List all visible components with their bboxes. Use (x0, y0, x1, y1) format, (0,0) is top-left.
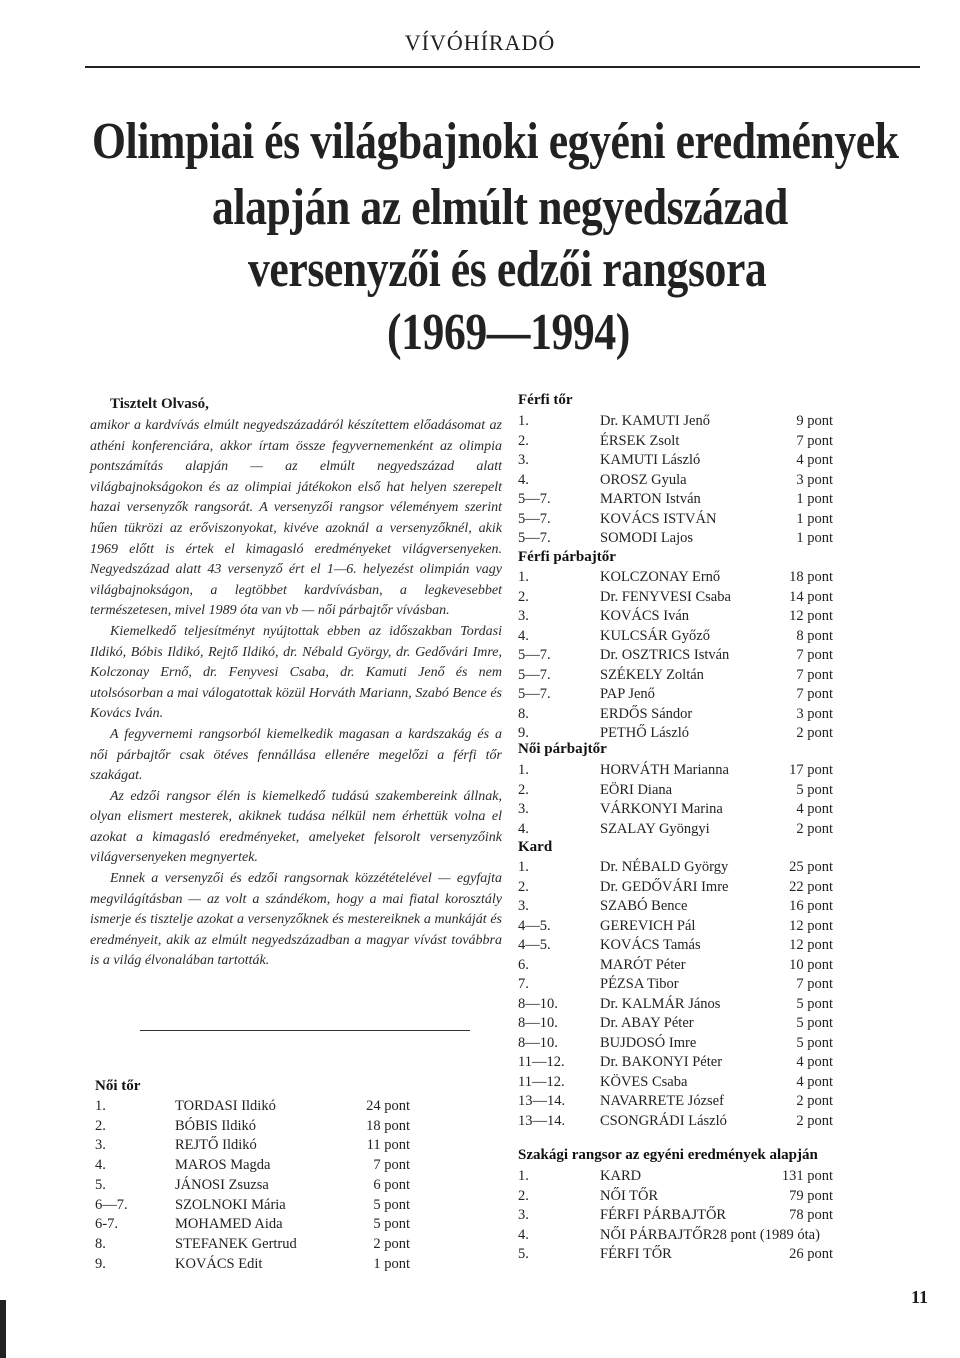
ranking-row (518, 762, 833, 782)
ranking-row (518, 1074, 833, 1094)
ranking-row (518, 1015, 833, 1035)
title-line-4: (1969—1994) (387, 304, 630, 361)
ranking-position: 4. (518, 1226, 529, 1243)
ranking-points: 7 pont (796, 647, 833, 663)
ranking-position: 4—5. (518, 937, 551, 953)
ranking-name: PAP Jenő (600, 686, 655, 702)
ranking-position: 4. (518, 820, 529, 837)
paragraph: Kiemelkedő teljesítményt nyújtottak ebben az időszakban Tordasi Ildikó, Bóbis Ildikó, Rejtő Ildikó, dr. Nébald György, dr. Gedővári Imre, Kolczonay Ernő, dr. Fenyvesi Csaba, dr. Kamuti Jenő és nem utolsósorban a mai válogatottak közül Horváth Mariann, Szabó Bence és Kovács Iván. (90, 623, 502, 722)
ranking-name: KOVÁCS ISTVÁN (600, 510, 717, 527)
ranking-points: 2 pont (796, 725, 833, 741)
ranking-position: 5—7. (518, 491, 551, 507)
intro-heading: Tisztelt Olvasó, (110, 396, 209, 412)
ranking-points: 24 pont (366, 1098, 410, 1114)
ranking-name: MAROS Magda (175, 1157, 271, 1174)
ranking-points: 8 pont (796, 627, 833, 644)
ranking-name: KOLCZONAY Ernő (600, 569, 721, 585)
ranking-position: 8—10. (518, 1015, 558, 1031)
ranking-position: 6—7. (95, 1196, 128, 1213)
ranking-points: 5 pont (796, 1034, 833, 1051)
ranking-section-title: Női tőr (95, 1078, 141, 1094)
ranking-name: TORDASI Ildikó (175, 1098, 276, 1114)
ranking-points: 2 pont (796, 820, 833, 837)
ranking-position: 3. (518, 1207, 529, 1223)
ranking-row (95, 1157, 410, 1177)
ranking-name: SZÉKELY Zoltán (600, 666, 704, 683)
separator-rule (140, 1030, 470, 1031)
ranking-row (518, 511, 833, 531)
ranking-name: NŐI PÁRBAJTŐR28 pont (1989 óta) (600, 1226, 820, 1243)
ranking-points: 22 pont (789, 878, 833, 895)
ranking-position: 2. (518, 1187, 529, 1204)
ranking-name: MOHAMED Aida (175, 1216, 283, 1233)
ranking-name: ÉRSEK Zsolt (600, 432, 680, 449)
ranking-points: 3 pont (796, 705, 833, 722)
ranking-points: 1 pont (796, 530, 833, 546)
ranking-points: 7 pont (796, 976, 833, 992)
ranking-row (518, 821, 833, 841)
ranking-row (518, 1207, 833, 1227)
ranking-position: 2. (518, 588, 529, 605)
ranking-position: 5—7. (518, 530, 551, 546)
paragraph: A fegyvernemi rangsorból kiemelkedik magasan a kardszakág és a női párbajtőr csak ötéves fennállása ellenére megelőzi a férfi tőr szakágat. (90, 726, 502, 784)
ranking-row (518, 569, 833, 589)
ranking-name: JÁNOSI Zsuzsa (175, 1176, 269, 1193)
ranking-position: 2. (95, 1117, 106, 1134)
ranking-position: 13—14. (518, 1112, 566, 1129)
ranking-section-title: Kard (518, 839, 553, 855)
page-number: 11 (910, 1287, 928, 1307)
title-line-3: versenyzői és edzői rangsora (248, 241, 767, 298)
ranking-points: 26 pont (789, 1246, 833, 1262)
ranking-position: 5—7. (518, 510, 551, 527)
ranking-points: 2 pont (373, 1235, 410, 1252)
ranking-name: BUJDOSÓ Imre (600, 1034, 697, 1051)
ranking-position: 5—7. (518, 686, 551, 702)
ranking-name: Dr. OSZTRICS István (600, 647, 730, 663)
ranking-row (518, 452, 833, 472)
ranking-name: MARTON István (600, 491, 701, 507)
ranking-points: 12 pont (789, 608, 833, 624)
ranking-points: 5 pont (373, 1216, 410, 1233)
ranking-name: SZOLNOKI Mária (175, 1196, 286, 1213)
ranking-points: 5 pont (796, 1015, 833, 1031)
ranking-row (518, 628, 833, 648)
ranking-position: 5. (95, 1176, 106, 1193)
ranking-name: KULCSÁR Győző (600, 627, 710, 644)
ranking-position: 7. (518, 976, 529, 992)
ranking-name: VÁRKONYI Marina (600, 801, 723, 817)
intro-text (90, 396, 502, 972)
ranking-points: 7 pont (796, 432, 833, 449)
ranking-points: 4 pont (796, 801, 833, 817)
ranking-position: 2. (518, 878, 529, 895)
ranking-row (518, 879, 833, 899)
ranking-row (518, 647, 833, 667)
ranking-name: BÓBIS Ildikó (175, 1117, 256, 1134)
ranking-row (95, 1236, 410, 1256)
ranking-row (95, 1256, 410, 1276)
ranking-position: 1. (518, 569, 529, 585)
ranking-points: 7 pont (796, 666, 833, 683)
ranking-position: 1. (518, 1168, 529, 1184)
ranking-row (518, 413, 833, 433)
ranking-name: Dr. KAMUTI Jenő (600, 413, 710, 429)
paragraph: Ennek a versenyzői és edzői rangsornak közzétételével — egyfajta megvilágításban — az volt a szándékom, hogy a mai fiatal korosztály ismerje és tisztelje azokat a versenyzőknek és mestereiknek a munkáját és eredményeit, akik az elmúlt negyedszázadban a magyar vívást továbbra is a világ élvonalában tartották. (90, 871, 502, 969)
ranking-row (518, 706, 833, 726)
ranking-row (95, 1137, 410, 1157)
ranking-section-title: Szakági rangsor az egyéni eredmények alapján (518, 1147, 818, 1163)
ranking-row (518, 589, 833, 609)
ranking-name: GEREVICH Pál (600, 917, 696, 934)
ranking-points: 10 pont (789, 956, 833, 973)
ranking-row (518, 957, 833, 977)
ranking-position: 11—12. (518, 1054, 565, 1070)
ranking-position: 1. (518, 859, 529, 875)
ranking-row (518, 1113, 833, 1133)
ranking-position: 5—7. (518, 666, 551, 683)
ranking-name: REJTŐ Ildikó (175, 1137, 257, 1154)
ranking-row (518, 667, 833, 687)
ranking-name: NAVARRETE József (600, 1093, 724, 1109)
ranking-name: KÖVES Csaba (600, 1073, 688, 1090)
ranking-name: HORVÁTH Marianna (600, 762, 729, 778)
ranking-points: 1 pont (796, 491, 833, 507)
ranking-points: 14 pont (789, 588, 833, 605)
ranking-position: 3. (95, 1137, 106, 1154)
ranking-position: 8—10. (518, 995, 558, 1012)
ranking-points: 78 pont (789, 1207, 833, 1223)
ranking-name: Dr. ABAY Péter (600, 1015, 694, 1031)
ranking-points: 4 pont (796, 1054, 833, 1070)
ranking-name: SZABÓ Bence (600, 898, 688, 914)
ranking-name: KOVÁCS Tamás (600, 937, 701, 953)
ranking-name: Dr. GEDŐVÁRI Imre (600, 878, 729, 895)
ranking-row (518, 686, 833, 706)
ranking-position: 8—10. (518, 1034, 558, 1051)
ranking-name: NŐI TŐR (600, 1187, 659, 1204)
ranking-name: STEFANEK Gertrud (175, 1235, 297, 1252)
ranking-position: 2. (518, 432, 529, 449)
ranking-points: 18 pont (366, 1117, 410, 1134)
ranking-section-title: Férfi párbajtőr (518, 549, 616, 565)
magazine-title: VÍVÓHÍRADÓ (404, 30, 556, 55)
ranking-row (518, 1188, 833, 1208)
ranking-row (95, 1118, 410, 1138)
ranking-row (518, 937, 833, 957)
ranking-points: 11 pont (366, 1137, 410, 1154)
ranking-points: 131 pont (781, 1168, 833, 1184)
ranking-position: 9. (518, 725, 529, 741)
ranking-row (518, 530, 833, 550)
ranking-position: 3. (518, 452, 529, 468)
ranking-row (518, 1093, 833, 1113)
ranking-row (518, 1035, 833, 1055)
ranking-points: 4 pont (796, 1073, 833, 1090)
ranking-position: 3. (518, 898, 529, 914)
ranking-position: 1. (518, 413, 529, 429)
ranking-section-title: Női párbajtőr (518, 741, 607, 757)
ranking-row (518, 782, 833, 802)
ranking-points: 5 pont (796, 995, 833, 1012)
ranking-position: 8. (95, 1235, 106, 1252)
ranking-row (518, 1168, 833, 1188)
ranking-name: SOMODI Lajos (600, 530, 694, 546)
ranking-row (518, 472, 833, 492)
ranking-position: 6-7. (95, 1216, 118, 1233)
ranking-row (518, 859, 833, 879)
ranking-name: KOVÁCS Iván (600, 608, 690, 624)
ranking-points: 1 pont (373, 1255, 410, 1272)
ranking-row (518, 898, 833, 918)
ranking-points: 2 pont (796, 1112, 833, 1129)
ranking-position: 4—5. (518, 917, 551, 934)
ranking-section-title: Férfi tőr (518, 392, 573, 408)
ranking-position: 5—7. (518, 647, 551, 663)
ranking-points: 17 pont (789, 762, 833, 778)
paragraph: amikor a kardvívás elmúlt negyedszázadáról készítettem előadásomat az athéni konferenciára, akkor írtam össze fegyvernemenként az olimpia pontszámítás alapján — az elmúlt negyedszázad alatt világbajnokságokon és az olimpiai játékokon első hat helyen szerepelt hazai versenyzők rangsorát. A versenyzői rangsor véleményem szerint hűen tükrözi az erőviszonyokat, kivéve azoknál a versenyzőknél, akik 1969 előtt is értek el kimagasló eredményeket világversenyeken. Negyedszázad alatt 43 versenyző ért el 1—6. helyezést olimpián vagy világbajnokságon, a legtöbbet kardvívásban, a legkevesebbet természetesen, mivel 1989 óta van vb — női párbajtőr vívásban. (90, 418, 502, 619)
ranking-position: 4. (95, 1157, 106, 1174)
ranking-points: 12 pont (789, 937, 833, 953)
ranking-row (518, 801, 833, 821)
ranking-row (518, 1246, 833, 1266)
ranking-points: 7 pont (373, 1157, 410, 1174)
ranking-points: 16 pont (789, 898, 833, 914)
ranking-position: 11—12. (518, 1073, 565, 1090)
scan-edge-mark (0, 1300, 6, 1358)
ranking-points: 4 pont (796, 452, 833, 468)
ranking-points: 1 pont (796, 510, 833, 527)
title-line-1: Olimpiai és világbajnoki egyéni eredmények (92, 113, 899, 170)
ranking-name: Dr. BAKONYI Péter (600, 1054, 723, 1070)
ranking-row (518, 608, 833, 628)
ranking-name: KAMUTI László (600, 452, 701, 468)
ranking-name: SZALAY Gyöngyi (600, 820, 710, 837)
ranking-position: 4. (518, 627, 529, 644)
ranking-name: KARD (600, 1168, 642, 1184)
ranking-points: 6 pont (373, 1176, 410, 1193)
ranking-row (518, 1227, 833, 1247)
ranking-points: 5 pont (796, 781, 833, 798)
ranking-name: OROSZ Gyula (600, 471, 687, 488)
ranking-position: 6. (518, 956, 529, 973)
ranking-name: CSONGRÁDI László (600, 1112, 727, 1129)
ranking-row (95, 1216, 410, 1236)
ranking-points: 18 pont (789, 569, 833, 585)
ranking-row (518, 491, 833, 511)
ranking-row (95, 1177, 410, 1197)
ranking-position: 3. (518, 608, 529, 624)
ranking-points: 3 pont (796, 471, 833, 488)
ranking-position: 1. (95, 1098, 106, 1114)
ranking-position: 2. (518, 781, 529, 798)
ranking-position: 3. (518, 801, 529, 817)
ranking-row (518, 433, 833, 453)
ranking-name: PETHŐ László (600, 725, 689, 741)
header-rule (85, 66, 920, 68)
ranking-name: FÉRFI PÁRBAJTŐR (600, 1207, 727, 1223)
ranking-row (95, 1197, 410, 1217)
ranking-name: KOVÁCS Edit (175, 1255, 263, 1272)
ranking-position: 5. (518, 1246, 529, 1262)
ranking-points: 2 pont (796, 1093, 833, 1109)
ranking-row (518, 976, 833, 996)
ranking-row (518, 918, 833, 938)
ranking-name: Dr. KALMÁR János (600, 995, 721, 1012)
ranking-points: 79 pont (789, 1187, 833, 1204)
ranking-name: MARÓT Péter (600, 956, 686, 973)
ranking-points: 7 pont (796, 686, 833, 702)
ranking-points: 25 pont (789, 859, 833, 875)
ranking-name: Dr. FENYVESI Csaba (600, 588, 731, 605)
ranking-position: 1. (518, 762, 529, 778)
ranking-points: 9 pont (796, 413, 833, 429)
ranking-points: 12 pont (789, 917, 833, 934)
paragraph: Az edzői rangsor élén is kiemelkedő tudású szakembereink állnak, olyan elismert mesterek, akiknek tudása nélkül nem érhettük volna el azokat a kimagasló eredményeket, amelyeket felsorolt versenyzőink világversenyeken megnyertek. (90, 788, 502, 866)
ranking-points: 5 pont (373, 1196, 410, 1213)
ranking-row (518, 996, 833, 1016)
ranking-position: 13—14. (518, 1093, 566, 1109)
ranking-name: PÉZSA Tibor (600, 976, 679, 992)
title-line-2: alapján az elmúlt negyedszázad (212, 179, 788, 236)
ranking-row (518, 1054, 833, 1074)
ranking-name: EÖRI Diana (600, 781, 673, 798)
ranking-name: Dr. NÉBALD György (600, 859, 729, 875)
ranking-position: 4. (518, 471, 529, 488)
ranking-name: FÉRFI TŐR (600, 1246, 672, 1262)
ranking-position: 8. (518, 705, 529, 722)
ranking-name: ERDŐS Sándor (600, 705, 693, 722)
ranking-position: 9. (95, 1255, 106, 1272)
ranking-row (95, 1098, 410, 1118)
